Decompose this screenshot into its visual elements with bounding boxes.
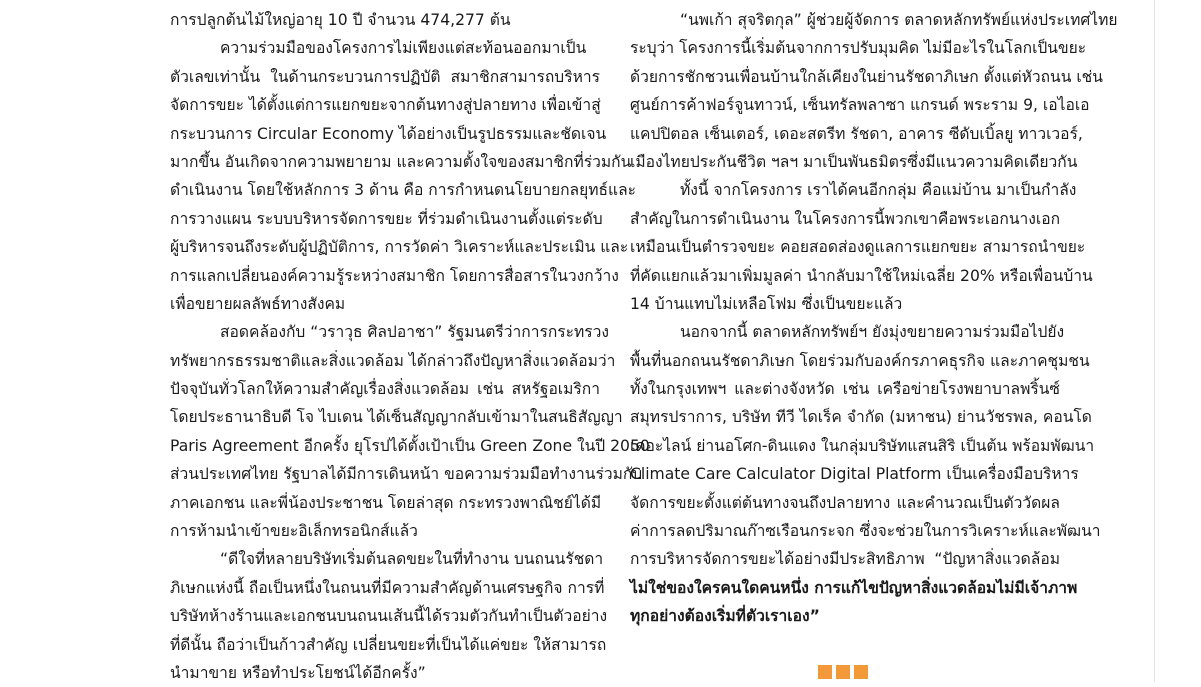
text-line: ทั้งในกรุงเทพฯ และต่างจังหวัด เช่น เครือข่ายโรงพยาบาลพริ้นซ์ — [630, 380, 1060, 399]
text-line: นำมาขาย หรือทำประโยชน์ได้อีกครั้ง” — [170, 663, 426, 682]
end-square-icon — [818, 665, 832, 679]
text-line: แคปปิตอล เซ็นเตอร์, เดอะสตรีท รัชดา, อาคาร ซีดับเบิ้ลยู ทาวเวอร์, — [630, 124, 1083, 143]
text-line: 14 บ้านแทบไม่เหลือโฟม ซึ่งเป็นขยะแล้ว — [630, 294, 903, 313]
text-line: ตัวเลขเท่านั้น ในด้านกระบวนการปฏิบัติ สมาชิกสามารถบริหาร — [170, 67, 600, 86]
text-line: ทรัพยากรธรรมชาติและสิ่งแวดล้อม ได้กล่าวถึงปัญหาสิ่งแวดล้อมว่า — [170, 351, 616, 370]
end-square-icon — [836, 665, 850, 679]
text-line: สำคัญในการดำเนินงาน ในโครงการนี้พวกเขาคือพระเอกนางเอก — [630, 209, 1061, 228]
text-line: จัดการขยะตั้งแต่ต้นทางจนถึงปลายทาง และคำนวณเป็นตัววัดผล — [630, 493, 1060, 512]
text-line: จัดการขยะ ได้ตั้งแต่การแยกขยะจากต้นทางสู่ปลายทาง เพื่อเข้าสู่ — [170, 96, 601, 115]
text-line: ค่าการลดปริมาณก๊าซเรือนกระจก ซึ่งจะช่วยในการวิเคราะห์และพัฒนา — [630, 522, 1101, 541]
text-line: ที่ดีนั้น ถือว่าเป็นก้าวสำคัญ เปลี่ยนขยะที่เป็นได้แค่ขยะ ให้สามารถ — [170, 635, 607, 654]
text-line: การห้ามนำเข้าขยะอิเล็กทรอนิกส์แล้ว — [170, 522, 418, 541]
text-line: ดำเนินงาน โดยใช้หลักการ 3 ด้าน คือ การกำหนดนโยบายกลยุทธ์และ — [170, 181, 637, 200]
article-end-mark — [818, 665, 868, 679]
text-line: “นพเก้า สุจริตกุล” ผู้ช่วยผู้จัดการ ตลาดหลักทรัพย์แห่งประเทศไทย — [680, 11, 1118, 29]
text-line: กระบวนการ Circular Economy ได้อย่างเป็นรูปธรรมและชัดเจน — [170, 124, 607, 143]
text-line: นอกจากนี้ ตลาดหลักทรัพย์ฯ ยังมุ่งขยายความร่วมมือไปยัง — [680, 323, 1065, 342]
text-line: การบริหารจัดการขยะได้อย่างมีประสิทธิภาพ “ปัญหาสิ่งแวดล้อม — [630, 550, 1060, 569]
text-line: Paris Agreement อีกครั้ง ยุโรปได้ตั้งเป้าเป็น Green Zone ในปี 2050 — [170, 436, 650, 455]
text-line: ปัจจุบันทั่วโลกให้ความสำคัญเรื่องสิ่งแวดล้อม เช่น สหรัฐอเมริกา — [170, 380, 600, 399]
text-line: สอดคล้องกับ “วราวุธ ศิลปอาชา” รัฐมนตรีว่าการกระทรวง — [220, 323, 610, 342]
text-line: การปลูกต้นไม้ใหญ่อายุ 10 ปี จำนวน 474,277 ต้น — [170, 11, 511, 29]
page-edge-divider — [1154, 0, 1155, 682]
text-line: ภาคเอกชน และพี่น้องประชาชน โดยล่าสุด กระทรวงพาณิชย์ได้มี — [170, 493, 602, 512]
text-line: ส่วนประเทศไทย รัฐบาลได้มีการเดินหน้า ขอความร่วมมือทำงานร่วมกับ — [170, 465, 643, 484]
text-line: บริษัทห้างร้านและเอกชนบนถนนเส้นนี้ได้รวมตัวกันทำเป็นตัวอย่าง — [170, 607, 608, 626]
text-line: ด้วยการชักชวนเพื่อนบ้านใกล้เคียงในย่านรัชดาภิเษก ตั้งแต่หัวถนน เช่น — [630, 67, 1103, 86]
text-line: สมุทรปราการ, บริษัท ทีวี ไดเร็ค จำกัด (มหาชน) ย่านวัชรพล, คอนโด — [630, 408, 1092, 427]
end-square-icon — [854, 665, 868, 679]
text-line: เหมือนเป็นตำรวจขยะ คอยสอดส่องดูแลการแยกขยะ สามารถนำขยะ — [630, 238, 1086, 257]
left-text-column — [170, 6, 650, 687]
text-line: การแลกเปลี่ยนองค์ความรู้ระหว่างสมาชิก โดยการสื่อสารในวงกว้าง — [170, 266, 619, 285]
text-line: ผู้บริหารจนถึงระดับผู้ปฏิบัติการ, การวัดค่า วิเคราะห์และประเมิน และ — [170, 238, 629, 257]
text-line: มากขึ้น อันเกิดจากความพยายาม และความตั้งใจของสมาชิกที่ร่วมกัน — [170, 152, 632, 171]
text-line: ภิเษกแห่งนี้ ถือเป็นหนึ่งในถนนที่มีความสำคัญด้านเศรษฐกิจ การที่ — [170, 578, 605, 597]
text-line: พื้นที่นอกถนนรัชดาภิเษก โดยร่วมกับองค์กรภาคธุรกิจ และภาคชุมชน — [630, 351, 1090, 370]
text-line: ทุกอย่างต้องเริ่มที่ตัวเราเอง” — [630, 607, 820, 626]
right-text-column — [630, 6, 1118, 631]
text-line: เมืองไทยประกันชีวิต ฯลฯ มาเป็นพันธมิตรซึ่งมีแนวความคิดเดียวกัน — [630, 152, 1078, 171]
text-line: ศูนย์การค้าฟอร์จูนทาวน์, เซ็นทรัลพลาซา แกรนด์ พระราม 9, เอไอเอ — [630, 96, 1090, 115]
text-line: การวางแผน ระบบบริหารจัดการขยะ ที่ร่วมดำเนินงานตั้งแต่ระดับ — [170, 209, 603, 228]
text-line: เดอะไลน์ ย่านอโศก-ดินแดง ในกลุ่มบริษัทแสนสิริ เป็นต้น พร้อมพัฒนา — [630, 436, 1095, 455]
text-line: เพื่อขยายผลลัพธ์ทางสังคม — [170, 294, 346, 313]
text-line: Climate Care Calculator Digital Platform เป็นเครื่องมือบริหาร — [630, 465, 1079, 484]
text-line: ที่คัดแยกแล้วมาเพิ่มมูลค่า นำกลับมาใช้ใหม่เฉลี่ย 20% หรือเพื่อนบ้าน — [630, 266, 1093, 285]
text-line: โดยประธานาธิบดี โจ ไบเดน ได้เซ็นสัญญากลับเข้ามาในสนธิสัญญา — [170, 408, 623, 427]
text-line: ระบุว่า โครงการนี้เริ่มต้นจากการปรับมุมคิด ไม่มีอะไรในโลกเป็นขยะ — [630, 39, 1087, 58]
text-line: “ดีใจที่หลายบริษัทเริ่มต้นลดขยะในที่ทำงาน บนถนนรัชดา — [220, 550, 604, 569]
text-line: ทั้งนี้ จากโครงการ เราได้คนอีกกลุ่ม คือแม่บ้าน มาเป็นกำลัง — [680, 181, 1077, 200]
text-line: ความร่วมมือของโครงการไม่เพียงแต่สะท้อนออกมาเป็น — [220, 39, 587, 58]
text-line: ไม่ใช่ของใครคนใดคนหนึ่ง การแก้ไขปัญหาสิ่งแวดล้อมไม่มีเจ้าภาพ — [630, 578, 1078, 597]
